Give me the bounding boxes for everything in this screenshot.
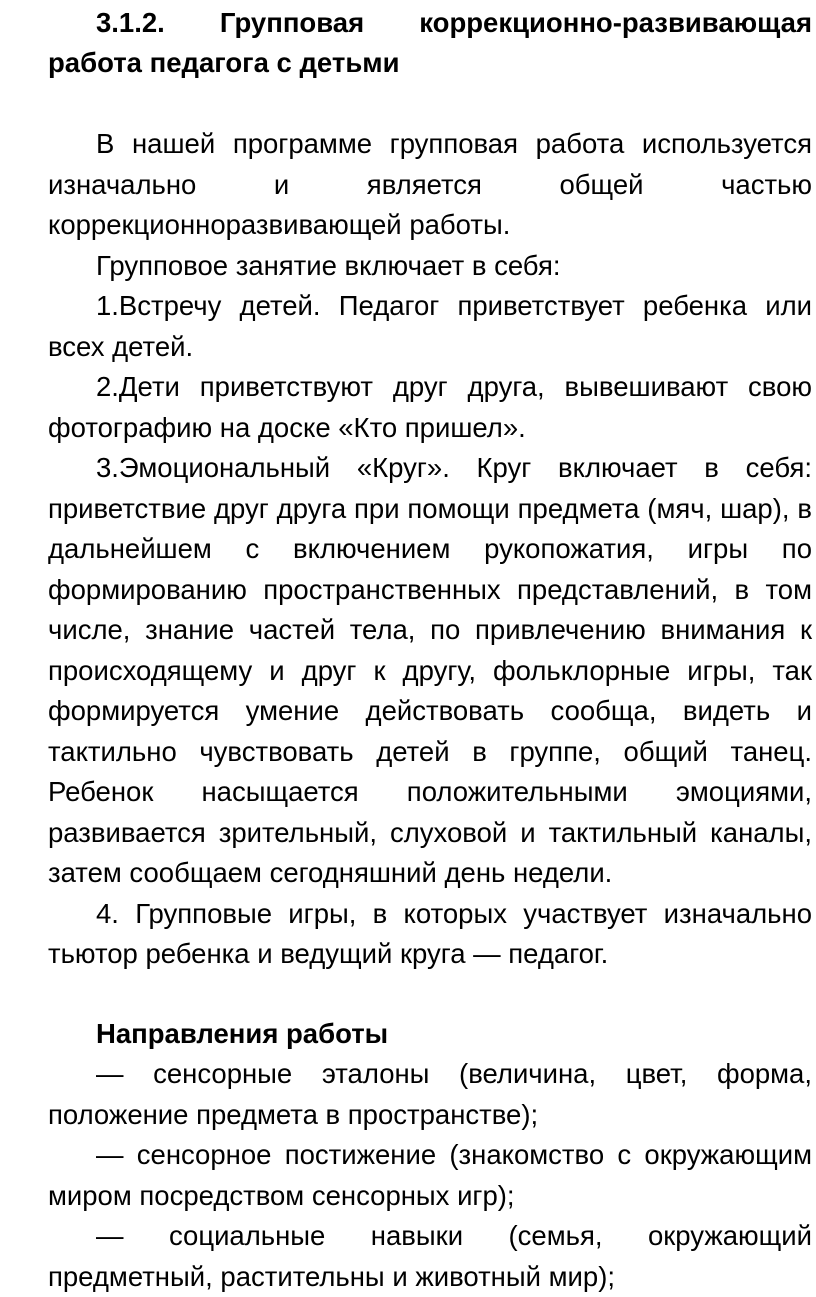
paragraph-step-2: 2.Дети приветствуют друг друга, вывешивают свою фотографию на доске «Кто пришел». (48, 371, 812, 443)
paragraph-step-3: 3.Эмоциональный «Круг». Круг включает в себя: приветствие друг друга при помощи предмета (мяч, шар), в дальнейшем с включением рукопожатия, игры по формированию пространственных представлений, в том числе, знание частей тела, по привлечению внимания к происходящему и друг к другу, фольклорные игры, так формируется умение действовать сообща, видеть и тактильно чувствовать детей в группе, общий танец. Ребенок насыщается положительными эмоциями, развивается зрительный, слуховой и тактильный каналы, затем сообщаем сегодняшний день недели. (48, 452, 812, 888)
paragraph-step-1: 1.Встречу детей. Педагог приветствует ребенка или всех детей. (48, 290, 812, 362)
document-page (48, 0, 812, 1297)
blank-line (48, 83, 812, 124)
paragraph-lesson-includes: Групповое занятие включает в себя: (96, 249, 561, 281)
direction-item-social-skills: — социальные навыки (семья, окружающий предметный, растительны и животный мир); (48, 1220, 812, 1292)
paragraph-intro: В нашей программе групповая работа используется изначально и является общей частью коррекционноразвивающей работы. (48, 128, 812, 240)
blank-line (48, 975, 812, 1014)
section-heading: 3.1.2. Групповая коррекционно-развивающая работа педагога с детьми (48, 7, 812, 78)
directions-heading: Направления работы (96, 1017, 389, 1049)
direction-item-sensory-standards: — сенсорные эталоны (величина, цвет, форма, положение предмета в пространстве); (48, 1058, 812, 1130)
paragraph-step-4: 4. Групповые игры, в которых участвует изначально тьютор ребенка и ведущий круга — педагог. (48, 897, 812, 969)
direction-item-sensory-comprehension: — сенсорное постижение (знакомство с окружающим миром посредством сенсорных игр); (48, 1139, 812, 1211)
